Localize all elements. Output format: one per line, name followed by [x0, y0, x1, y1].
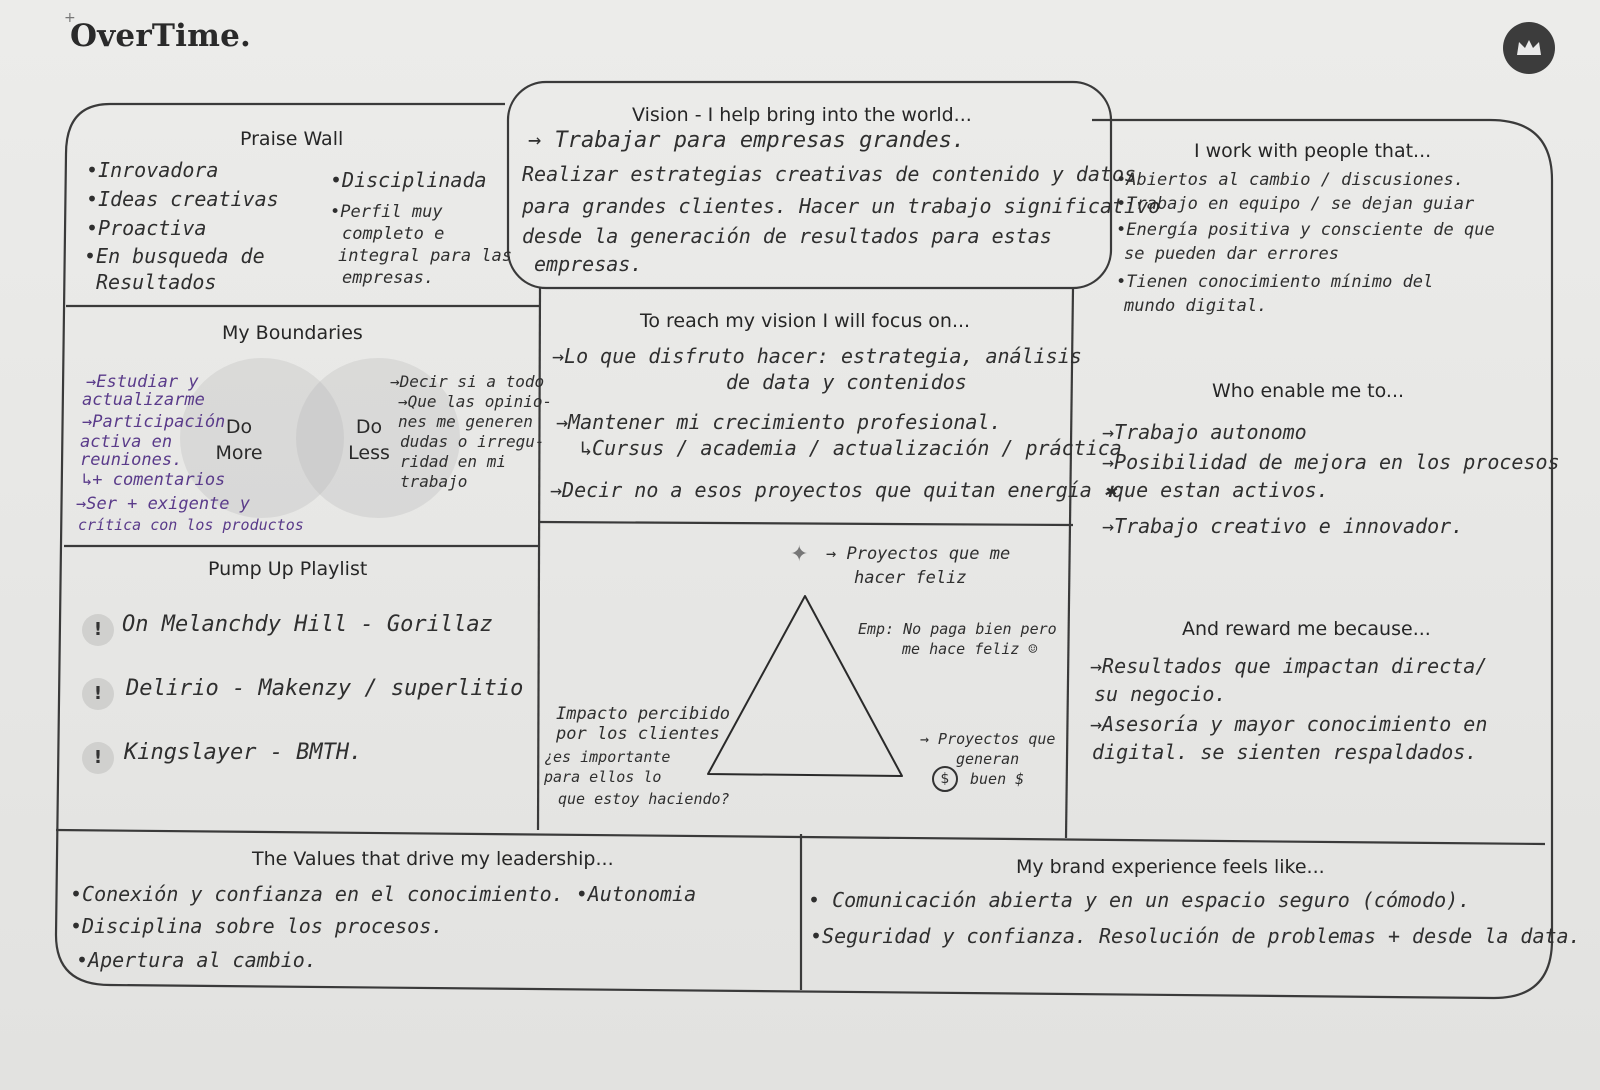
reward-line: →Asesoría y mayor conocimiento en: [1090, 712, 1488, 736]
focus-title: To reach my vision I will focus on...: [640, 310, 971, 332]
plus-icon: +: [64, 10, 76, 26]
do-more-item: →Estudiar y: [86, 372, 199, 392]
brand-experience-title: My brand experience feels like...: [1016, 856, 1325, 878]
vision-line: Realizar estrategias creativas de contenido y datos: [522, 162, 1137, 186]
work-with-line: •Energía positiva y consciente de que: [1116, 220, 1495, 240]
values-line: •Disciplina sobre los procesos.: [70, 914, 444, 938]
work-with-line: •Tienen conocimiento mínimo del: [1116, 272, 1434, 292]
vision-line: para grandes clientes. Hacer un trabajo significativo: [522, 194, 1161, 218]
do-more-item: actualizarme: [82, 390, 205, 410]
praise-left-line: Resultados: [96, 270, 217, 294]
brand-experience-line: •Seguridad y confianza. Resolución de problemas + desde la data.: [810, 924, 1581, 948]
praise-left-line: •Inrovadora: [86, 158, 219, 182]
do-less-label: [344, 414, 394, 466]
do-more-item: ↳+ comentarios: [82, 470, 226, 490]
praise-left-line: •Ideas creativas: [86, 187, 279, 211]
do-more-label-line: Do: [225, 416, 253, 438]
reward-line: su negocio.: [1094, 682, 1227, 706]
do-more-item: →Ser + exigente y: [76, 494, 250, 514]
work-with-title: I work with people that...: [1194, 140, 1432, 162]
do-less-item: dudas o irregu-: [400, 432, 545, 451]
triangle-left-note: que estoy haciendo?: [558, 790, 730, 808]
do-less-item: ridad en mi: [400, 452, 506, 471]
praise-wall-title: Praise Wall: [240, 128, 344, 150]
do-more-item: crítica con los productos: [78, 516, 304, 534]
reward-line: →Resultados que impactan directa/: [1090, 654, 1488, 678]
exclamation-icon: !: [82, 678, 114, 710]
work-with-line: se pueden dar errores: [1124, 244, 1339, 264]
triangle-left-note: por los clientes: [556, 724, 720, 744]
values-title: The Values that drive my leadership...: [252, 848, 614, 870]
triangle-right-note: Emp: No paga bien pero: [858, 620, 1057, 638]
focus-line: de data y contenidos: [726, 370, 967, 394]
enable-line: →Trabajo creativo e innovador.: [1102, 514, 1464, 538]
boundaries-title: My Boundaries: [222, 322, 363, 344]
do-less-item: →Que las opinio-: [398, 392, 553, 411]
work-with-line: mundo digital.: [1124, 296, 1268, 316]
enable-line: →Posibilidad de mejora en los procesos: [1102, 450, 1560, 474]
triangle-left-note: ¿es importante: [544, 748, 671, 766]
praise-right-line: integral para las: [338, 246, 512, 266]
reward-title: And reward me because...: [1182, 618, 1431, 640]
playlist-title: Pump Up Playlist: [208, 558, 368, 580]
do-more-label-line: More: [215, 442, 263, 464]
triangle-top-note: hacer feliz: [854, 568, 967, 588]
do-more-item: activa en: [80, 432, 173, 452]
do-less-item: trabajo: [400, 472, 468, 491]
triangle-bottom-right-note: generan: [956, 750, 1020, 768]
praise-left-line: •Proactiva: [86, 216, 207, 240]
vision-line: → Trabajar para empresas grandes.: [528, 128, 966, 153]
work-with-line: •Abiertos al cambio / discusiones.: [1116, 170, 1464, 190]
do-less-label-line: Less: [348, 442, 390, 464]
reward-line: digital. se sienten respaldados.: [1092, 740, 1478, 764]
focus-line: →Mantener mi crecimiento profesional.: [556, 410, 1002, 434]
focus-line: →Lo que disfruto hacer: estrategia, análisis: [552, 344, 1082, 368]
triangle-left-note: Impacto percibido: [556, 704, 730, 724]
brand-logo: OverTime.: [70, 18, 252, 54]
praise-right-line: •Perfil muy: [330, 202, 443, 222]
do-more-item: reuniones.: [80, 450, 183, 470]
playlist-song: On Melanchdy Hill - Gorillaz: [122, 612, 493, 637]
triangle-left-note: para ellos lo: [544, 768, 662, 786]
enable-line: que estan activos.: [1112, 478, 1329, 502]
do-less-item: nes me generen: [398, 412, 533, 431]
vision-line: empresas.: [534, 252, 643, 276]
values-line: •Apertura al cambio.: [76, 948, 317, 972]
exclamation-icon: !: [82, 614, 114, 646]
exclamation-icon: !: [82, 742, 114, 774]
triangle-top-note: → Proyectos que me: [826, 544, 1011, 564]
do-more-item: →Participación: [82, 412, 226, 432]
triangle-bottom-right-note: buen $: [970, 770, 1025, 788]
praise-right-line: •Disciplinada: [330, 168, 487, 192]
praise-right-line: empresas.: [342, 268, 435, 288]
triangle-right-note: me hace feliz ☺: [902, 640, 1038, 658]
enable-line: →Trabajo autonomo: [1102, 420, 1307, 444]
playlist-song: Delirio - Makenzy / superlitio: [126, 676, 524, 701]
playlist-song: Kingslayer - BMTH.: [124, 740, 363, 765]
vision-line: desde la generación de resultados para estas: [522, 224, 1052, 248]
values-line: •Conexión y confianza en el conocimiento. •Autonomia: [70, 882, 697, 906]
enable-title: Who enable me to...: [1212, 380, 1405, 402]
focus-line: →Decir no a esos proyectos que quitan energía ✱: [550, 478, 1116, 502]
brand-experience-line: • Comunicación abierta y en un espacio seguro (cómodo).: [808, 888, 1471, 912]
praise-left-line: •En busqueda de: [84, 244, 265, 268]
praise-right-line: completo e: [342, 224, 445, 244]
work-with-line: •Trabajo en equipo / se dejan guiar: [1116, 194, 1475, 214]
money-bag-icon: $: [932, 766, 958, 792]
do-less-label-line: Do: [355, 416, 383, 438]
vision-title: Vision - I help bring into the world...: [632, 104, 972, 126]
triangle-bottom-right-note: → Proyectos que: [920, 730, 1056, 748]
sparkle-icon: ✦: [790, 542, 809, 567]
do-less-item: →Decir si a todo: [390, 372, 545, 391]
focus-line: ↳Cursus / academia / actualización / práctica: [580, 436, 1122, 460]
